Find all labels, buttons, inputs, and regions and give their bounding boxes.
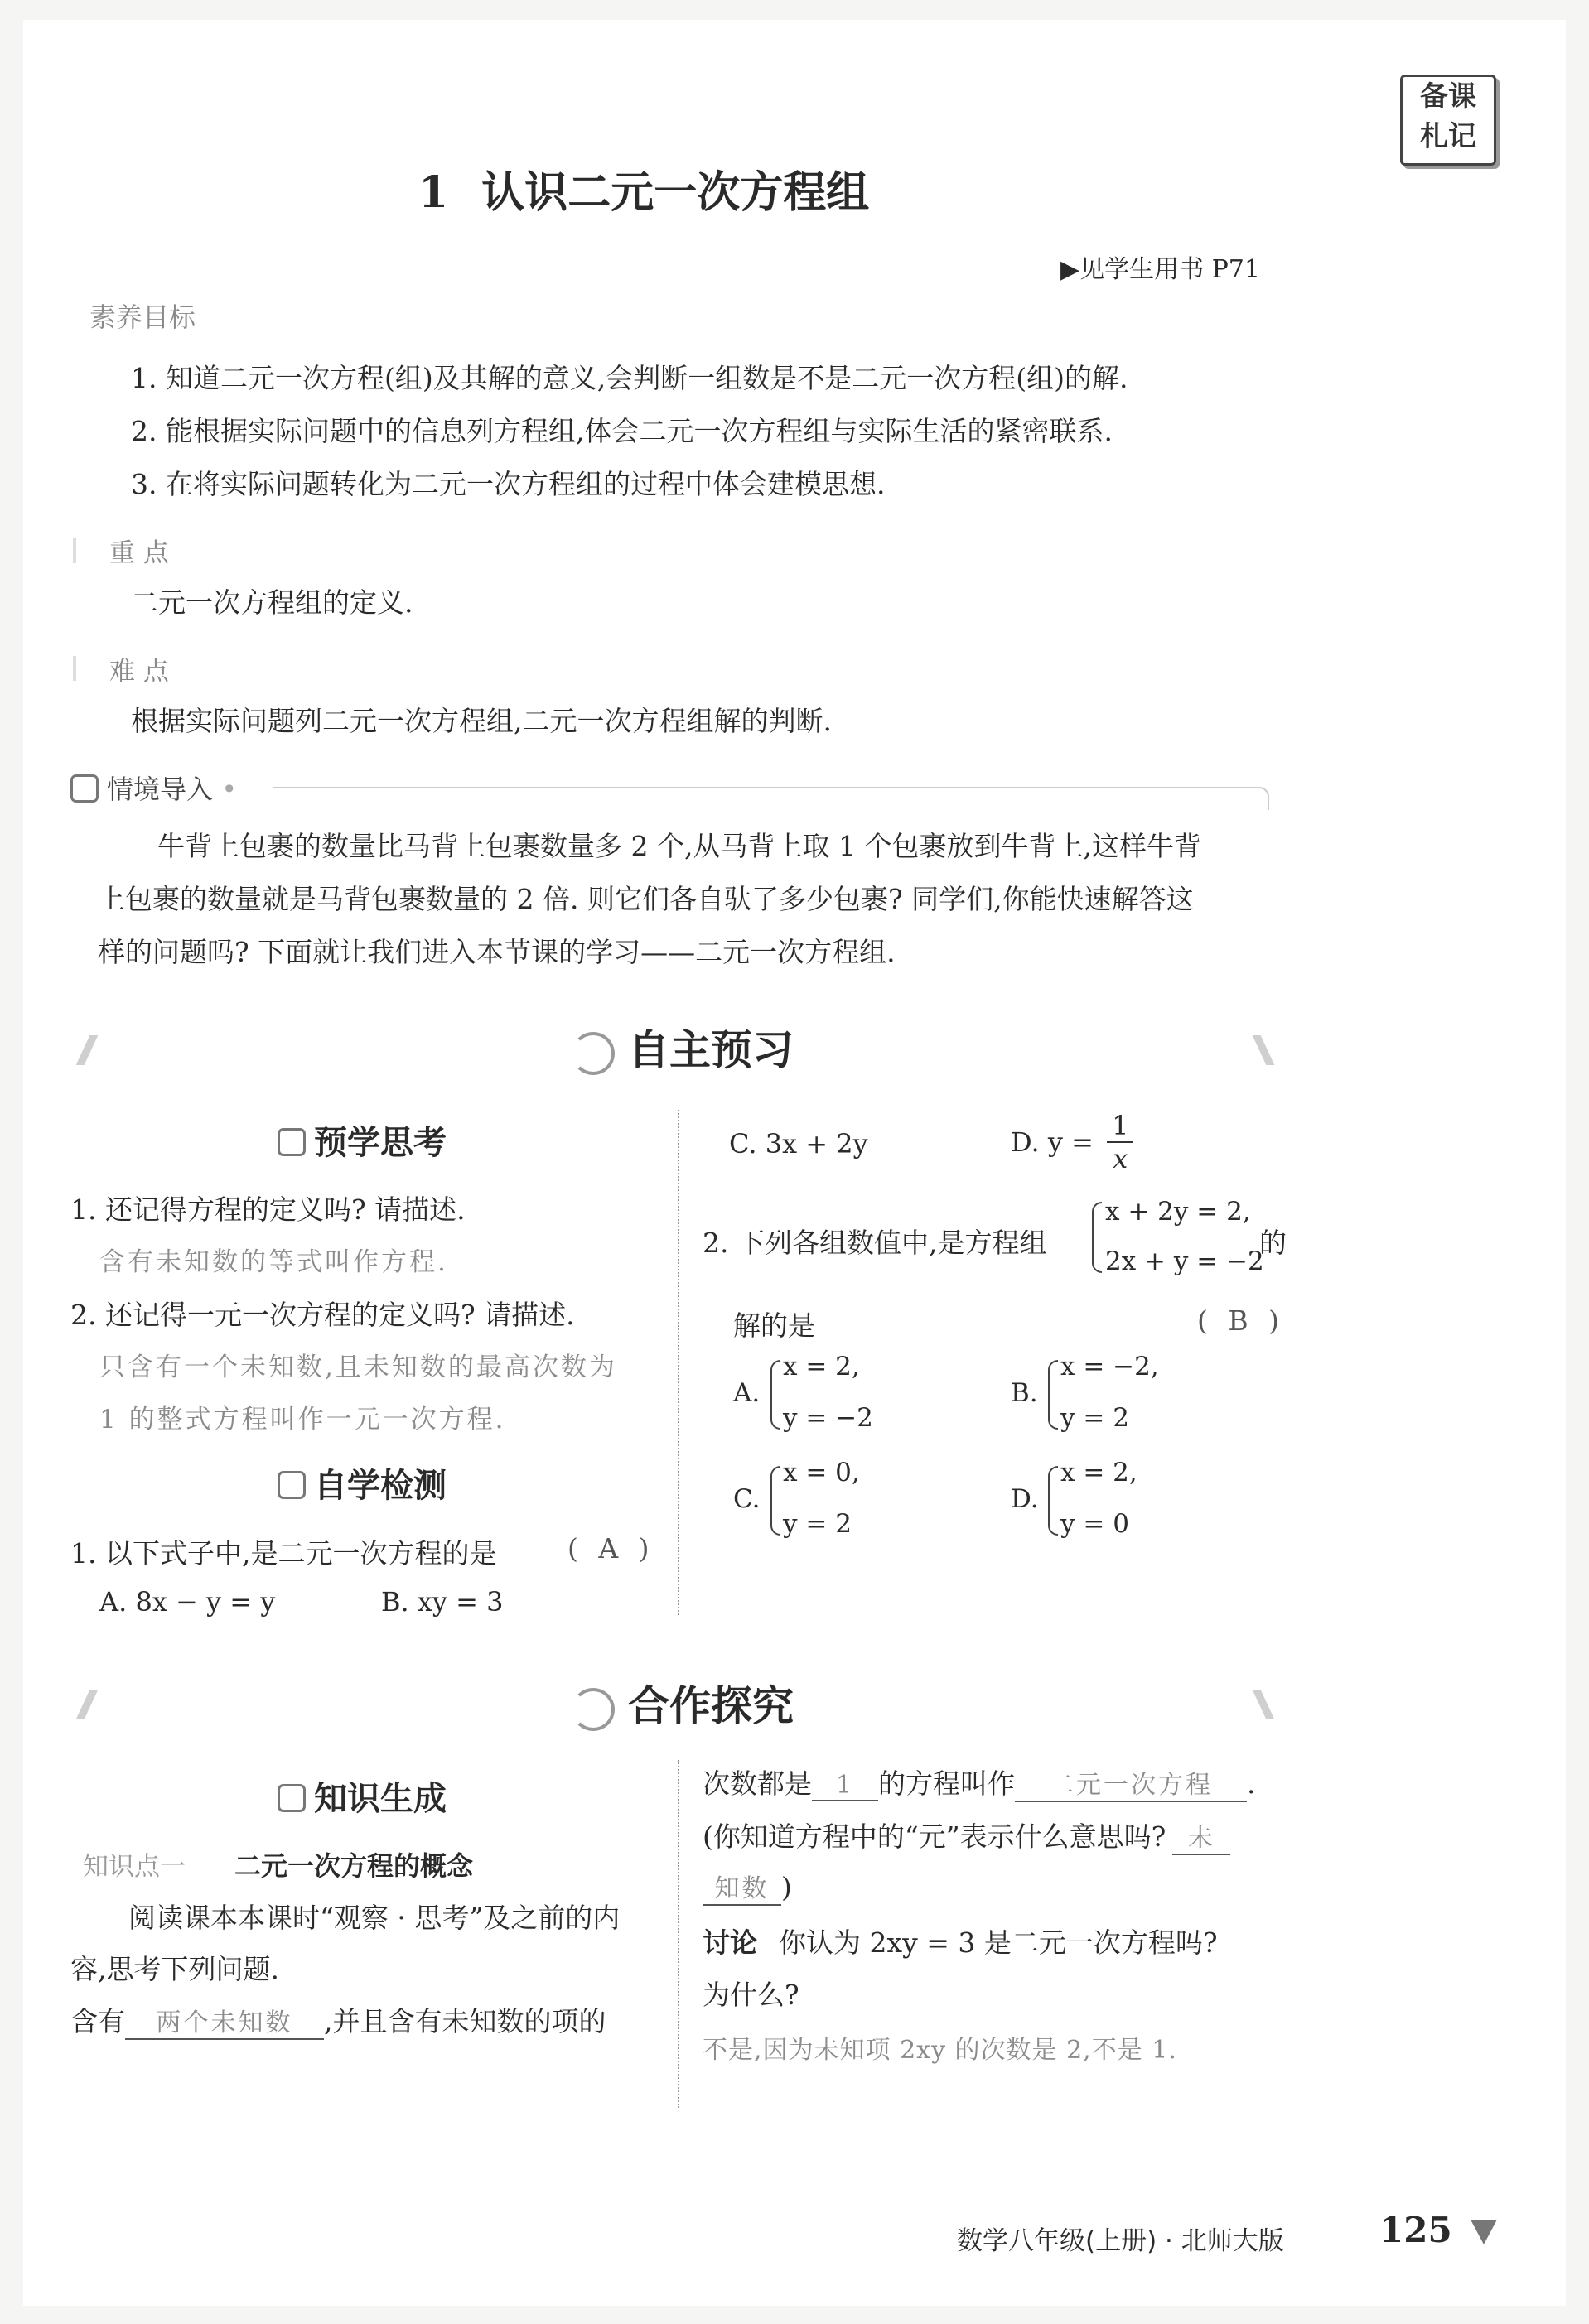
title-text: 认识二元一次方程组 (481, 168, 870, 218)
q2-option-c-line1: x = 0, (783, 1458, 860, 1487)
check-q1-option-b: B. xy = 3 (381, 1586, 504, 1618)
student-book-reference: ▶见学生用书 P71 (1060, 255, 1260, 284)
knowledge-icon (278, 1784, 306, 1812)
blank-degree[interactable]: 1 (812, 1771, 878, 1801)
difficulty-text: 根据实际问题列二元一次方程组,二元一次方程组解的判断. (131, 705, 832, 737)
q2-option-b-brace (1048, 1360, 1058, 1430)
column-divider-1 (678, 1110, 679, 1615)
system-eq2: 2x + y = −2 (1105, 1246, 1264, 1276)
page-number: 125 (1379, 2210, 1452, 2250)
explore-banner-text: 合作探究 (628, 1682, 794, 1730)
q2-option-b-line2: y = 2 (1060, 1403, 1129, 1433)
discussion-label: 讨论 (703, 1926, 757, 1959)
blank-meaning-part2[interactable]: 知数 (703, 1868, 781, 1906)
check-q2-answer: ( B ) (1197, 1304, 1279, 1337)
fill-line-left (70, 2000, 606, 2040)
check-q1: 1. 以下式子中,是二元一次方程的是 (70, 1537, 497, 1569)
blank-meaning-part1[interactable]: 未 (1172, 1817, 1230, 1855)
discussion-question: 你认为 2xy = 3 是二元一次方程吗? (779, 1926, 1218, 1959)
preview-banner-icon (572, 1032, 615, 1075)
check-q1-answer: ( A ) (568, 1532, 650, 1565)
preview-a2-line2: 1 的整式方程叫作一元一次方程. (99, 1405, 506, 1434)
key-point-label: 重 点 (109, 538, 169, 568)
intro-heading: 情境导入 • (70, 769, 237, 807)
goal-item-1: 1. 知道二元一次方程(组)及其解的意义,会判断一组数是不是二元一次方程(组)的解. (131, 362, 1128, 394)
knowledge-point-title: 二元一次方程的概念 (234, 1850, 474, 1882)
reading-line-2: 容,思考下列问题. (70, 1953, 279, 1985)
column-divider-2 (678, 1760, 679, 2108)
fill-line-right-3 (703, 1868, 792, 1906)
check-q2-suffix: 的 (1259, 1227, 1287, 1259)
footer-book-title: 数学八年级(上册) · 北师大版 (957, 2226, 1284, 2256)
stamp-line1: 备课 (1420, 80, 1476, 113)
system-brace (1092, 1202, 1102, 1273)
goal-item-2: 2. 能根据实际问题中的信息列方程组,体会二元一次方程组与实际生活的紧密联系. (131, 415, 1113, 447)
option-d-fraction (1107, 1110, 1133, 1174)
check-q2-line2: 解的是 (733, 1309, 815, 1342)
stamp-line2: 札记 (1420, 120, 1476, 153)
q2-option-b (1011, 1352, 1218, 1434)
goal-item-3: 3. 在将实际问题转化为二元一次方程组的过程中体会建模思想. (131, 468, 886, 500)
period: . (1247, 1767, 1256, 1800)
check-icon (278, 1471, 306, 1499)
notes-stamp (1400, 75, 1496, 166)
degree-text: 次数都是 (703, 1767, 812, 1800)
fill-prefix: 含有 (70, 2005, 125, 2037)
intro-line-3: 样的问题吗? 下面就让我们进入本节课的学习——二元一次方程组. (98, 936, 896, 968)
knowledge-heading-text: 知识生成 (314, 1780, 447, 1818)
q2-option-a-label: A. (733, 1378, 761, 1408)
q2-option-a (733, 1352, 940, 1434)
difficulty-label: 难 点 (109, 657, 169, 687)
close-paren: ) (781, 1871, 792, 1903)
q2-option-c-brace (770, 1466, 780, 1536)
preview-banner (572, 1017, 794, 1077)
intro-icon (70, 774, 99, 803)
goals-list (131, 352, 1128, 511)
discussion-answer: 不是,因为未知项 2xy 的次数是 2,不是 1. (703, 2036, 1177, 2065)
q2-option-d-brace (1048, 1466, 1058, 1536)
fraction-numerator: 1 (1107, 1110, 1133, 1143)
preview-a1: 含有未知数的等式叫作方程. (99, 1247, 448, 1277)
discussion-line (703, 1921, 1218, 1960)
thinking-heading-text: 预学思考 (314, 1124, 447, 1162)
q2-option-d (1011, 1458, 1218, 1540)
difficulty-marker (73, 656, 76, 681)
check-q2 (703, 1197, 1291, 1288)
q2-option-b-label: B. (1011, 1378, 1038, 1408)
check-heading-text: 自学检测 (314, 1467, 447, 1505)
discussion-question-2: 为什么? (703, 1979, 799, 2011)
check-q1-option-d (1011, 1110, 1133, 1174)
title-number: 1 (418, 167, 449, 218)
preview-a2-line1: 只含有一个未知数,且未知数的最高次数为 (99, 1352, 617, 1382)
preview-thinking-heading (278, 1116, 447, 1164)
q2-option-a-line2: y = −2 (783, 1403, 873, 1433)
preview-q2: 2. 还记得一元一次方程的定义吗? 请描述. (70, 1299, 575, 1331)
goals-heading: 素养目标 (89, 301, 196, 333)
fraction-denominator: x (1113, 1143, 1128, 1174)
intro-line-1: 牛背上包裹的数量比马背上包裹数量多 2 个,从马背上取 1 个包裹放到牛背上,这样牛背 (157, 830, 1201, 862)
blank-two-unknowns[interactable]: 两个未知数 (125, 2002, 324, 2040)
q2-option-a-brace (770, 1360, 780, 1430)
q2-option-b-line1: x = −2, (1060, 1352, 1159, 1381)
intro-rule (273, 787, 1269, 810)
called-text: 的方程叫作 (878, 1767, 1015, 1800)
check-q1-option-c: C. 3x + 2y (729, 1128, 868, 1160)
q2-option-d-line1: x = 2, (1060, 1458, 1137, 1487)
key-point-text: 二元一次方程组的定义. (131, 586, 413, 619)
knowledge-heading (278, 1772, 447, 1820)
intro-line-2: 上包裹的数量就是马背包裹数量的 2 倍. 则它们各自驮了多少包裹? 同学们,你能快速解答这 (98, 883, 1194, 915)
q2-option-c (733, 1458, 940, 1540)
option-d-prefix: D. y = (1011, 1126, 1094, 1158)
page-title (418, 157, 869, 219)
preview-banner-text: 自主预习 (628, 1026, 794, 1074)
fill-mid: ,并且含有未知数的项的 (324, 2005, 606, 2037)
intro-paragraph (98, 820, 1201, 979)
system-eq1: x + 2y = 2, (1105, 1197, 1251, 1227)
q2-option-c-label: C. (733, 1484, 761, 1514)
q2-option-d-line2: y = 0 (1060, 1509, 1129, 1539)
key-point-marker (73, 538, 76, 563)
self-check-heading (278, 1459, 447, 1507)
q2-option-d-label: D. (1011, 1484, 1039, 1514)
explore-banner (572, 1673, 794, 1733)
check-q1-option-a: A. 8x − y = y (99, 1586, 276, 1618)
check-q2-prefix: 2. 下列各组数值中,是方程组 (703, 1227, 1047, 1259)
q2-option-a-line1: x = 2, (783, 1352, 860, 1381)
preview-q1: 1. 还记得方程的定义吗? 请描述. (70, 1193, 466, 1226)
footer-arrow-icon (1471, 2220, 1497, 2244)
knowledge-point-label: 知识点一 (83, 1852, 186, 1882)
intro-heading-text: 情境导入 (107, 774, 214, 805)
explore-banner-icon (572, 1688, 615, 1731)
blank-equation-name[interactable]: 二元一次方程 (1015, 1764, 1247, 1802)
q2-option-c-line2: y = 2 (783, 1509, 852, 1539)
reading-line-1: 阅读课本本课时“观察 · 思考”及之前的内 (128, 1902, 621, 1934)
thinking-icon (278, 1128, 306, 1156)
meaning-question: (你知道方程中的“元”表示什么意思吗? (703, 1820, 1166, 1853)
fill-line-right-1 (703, 1762, 1256, 1802)
fill-line-right-2 (703, 1815, 1230, 1855)
